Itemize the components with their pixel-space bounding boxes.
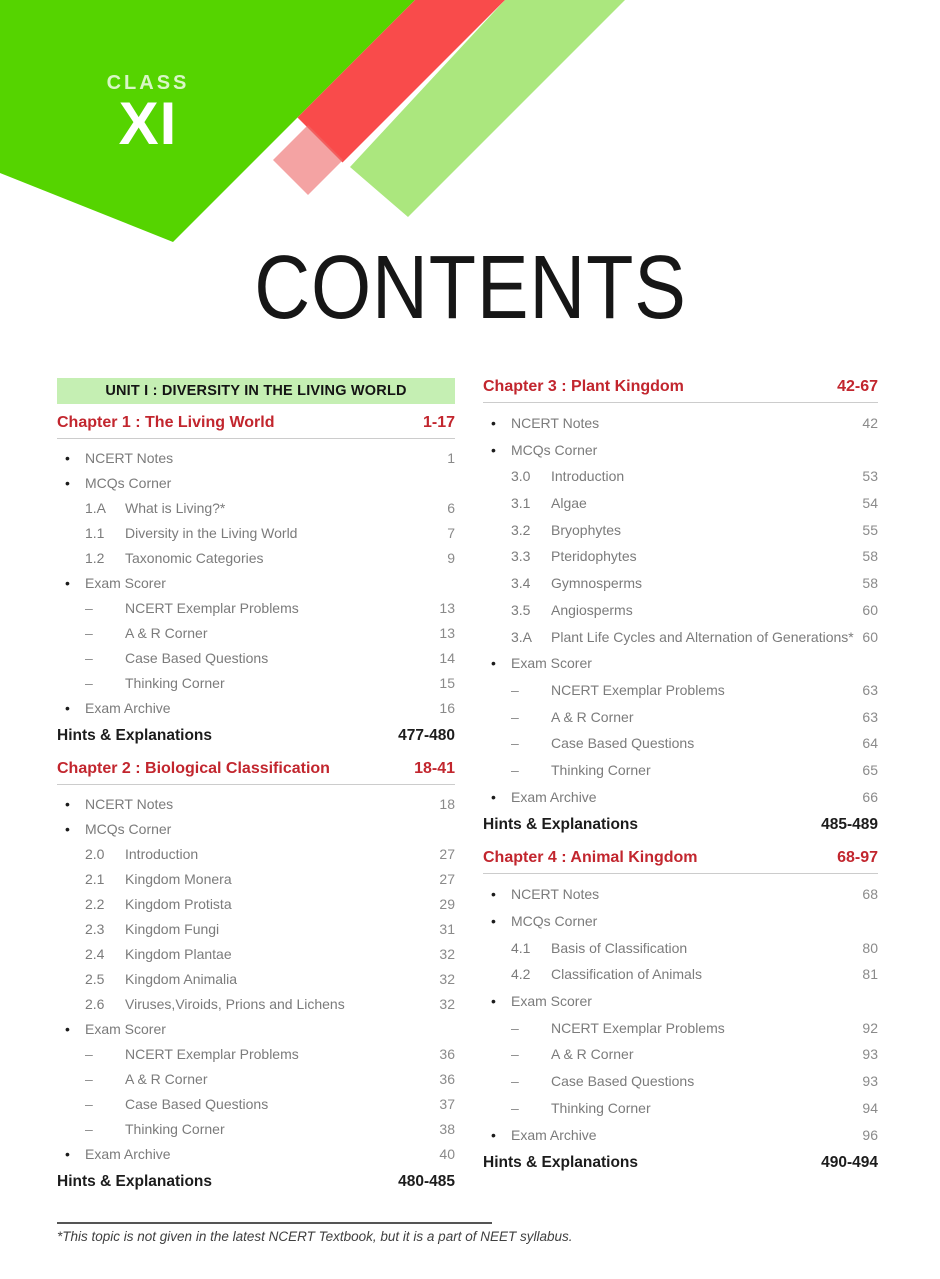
bullet-icon: • [491, 913, 496, 929]
dash-icon: – [511, 735, 519, 752]
footnote [57, 1222, 573, 1244]
chapter-page-range: 42-67 [837, 378, 878, 395]
toc-item-page: 16 [439, 700, 455, 716]
toc-item-number: 3.5 [511, 601, 531, 618]
toc-item-label: Viruses,Viroids, Prions and Lichens [125, 996, 345, 1012]
toc-item [483, 784, 878, 811]
toc-item-label: Introduction [551, 468, 625, 485]
toc-item [57, 817, 455, 842]
toc-item-label: Basis of Classification [551, 939, 688, 956]
toc-item-label: Exam Archive [511, 1126, 597, 1143]
toc-item-label: Thinking Corner [551, 761, 651, 778]
toc-item-page: 36 [439, 1046, 455, 1062]
toc-item-page: 92 [862, 1019, 878, 1036]
toc-item [57, 521, 455, 546]
toc-item-page: 40 [439, 1146, 455, 1162]
toc-item-number: 4.2 [511, 966, 531, 983]
toc-item-label: Thinking Corner [125, 1121, 225, 1137]
hints-row [483, 1148, 878, 1178]
toc-item-label: Exam Scorer [85, 1021, 166, 1037]
dash-icon: – [511, 1019, 519, 1036]
toc-item-page: 54 [862, 495, 878, 512]
toc-item [57, 992, 455, 1017]
toc-item [483, 881, 878, 908]
toc-item-label: NCERT Exemplar Problems [125, 600, 299, 616]
chapter-section [57, 414, 455, 751]
toc-item [57, 621, 455, 646]
toc-item-label: MCQs Corner [511, 441, 598, 458]
toc-item-page: 32 [439, 996, 455, 1012]
toc-item-label: MCQs Corner [511, 913, 598, 929]
toc-item-page: 65 [862, 761, 878, 778]
toc-item-page: 94 [862, 1099, 878, 1116]
toc-item-label: Thinking Corner [125, 675, 225, 691]
toc-item [483, 624, 878, 651]
hints-label: Hints & Explanations [57, 727, 213, 744]
toc-item [483, 1015, 878, 1042]
bullet-icon: • [491, 788, 496, 805]
toc-item-page: 1 [447, 450, 455, 466]
footnote-text: *This topic is not given in the latest NCERT Textbook, but it is a part of NEET syllabus. [57, 1229, 573, 1244]
toc-item [57, 1017, 455, 1042]
dash-icon: – [511, 708, 519, 725]
toc-item-label: Introduction [125, 846, 199, 862]
bullet-icon: • [65, 796, 70, 812]
toc-item [483, 988, 878, 1015]
hints-row [57, 721, 455, 751]
toc-item [57, 446, 455, 471]
hints-label: Hints & Explanations [483, 1154, 639, 1172]
toc-item-label: Bryophytes [551, 521, 622, 538]
unit-banner: UNIT I : DIVERSITY IN THE LIVING WORLD [57, 378, 455, 404]
bullet-icon: • [65, 1146, 70, 1162]
toc-item-number: 2.0 [85, 846, 105, 862]
dash-icon: – [85, 1046, 93, 1062]
class-number: XI [118, 90, 178, 157]
toc-item-number: 2.2 [85, 896, 105, 912]
toc-item [483, 704, 878, 731]
chapter-section [57, 760, 455, 1197]
dash-icon: – [85, 675, 93, 691]
right-chapter-list [483, 378, 878, 1178]
toc-item-page: 55 [862, 521, 878, 538]
class-badge [101, 72, 195, 157]
toc-item-label: Diversity in the Living World [125, 525, 298, 541]
left-chapter-list [57, 414, 455, 1197]
toc-item [483, 517, 878, 544]
toc-item [483, 961, 878, 988]
bullet-icon: • [491, 1126, 496, 1143]
toc-item-label: NCERT Exemplar Problems [551, 1019, 725, 1036]
toc-item [483, 463, 878, 490]
toc-item [483, 490, 878, 517]
dash-icon: – [85, 625, 93, 641]
toc-item [57, 967, 455, 992]
toc-item-label: A & R Corner [551, 708, 634, 725]
toc-item [483, 437, 878, 464]
toc-item [483, 1122, 878, 1149]
toc-item [483, 730, 878, 757]
toc-item [57, 842, 455, 867]
toc-item [57, 867, 455, 892]
bullet-icon: • [65, 575, 70, 591]
footnote-rule [57, 1222, 492, 1224]
class-label: CLASS [106, 72, 190, 94]
toc-item [483, 1095, 878, 1122]
chapter-heading [483, 378, 878, 403]
chapter-page-range: 1-17 [422, 414, 455, 431]
dash-icon: – [85, 1121, 93, 1137]
toc-item-page: 66 [862, 788, 878, 805]
toc-item-label: Kingdom Animalia [125, 971, 238, 987]
toc-item-label: Kingdom Monera [125, 871, 232, 887]
toc-item [483, 570, 878, 597]
toc-item-label: NCERT Notes [511, 886, 600, 903]
toc-item-number: 1.A [85, 500, 107, 516]
toc-item [57, 917, 455, 942]
toc-item-label: Exam Archive [511, 788, 597, 805]
hints-row [483, 810, 878, 840]
toc-item [57, 696, 455, 721]
toc-item-page: 14 [439, 650, 455, 666]
toc-item-page: 60 [862, 601, 878, 618]
toc-column-left [57, 378, 455, 1197]
toc-item [57, 942, 455, 967]
toc-item-label: Taxonomic Categories [125, 550, 264, 566]
dash-icon: – [511, 1073, 519, 1090]
toc-item [483, 757, 878, 784]
toc-item-label: NCERT Notes [85, 796, 174, 812]
dash-icon: – [85, 1096, 93, 1112]
toc-item-label: A & R Corner [125, 1071, 208, 1087]
toc-item-page: 31 [439, 921, 455, 937]
toc-item-page: 32 [439, 946, 455, 962]
toc-item [483, 908, 878, 935]
toc-item-page: 9 [447, 550, 455, 566]
toc-item-label: Plant Life Cycles and Alternation of Generations* [551, 628, 854, 645]
toc-item-number: 2.5 [85, 971, 105, 987]
toc-item-label: Exam Archive [85, 700, 171, 716]
bullet-icon: • [491, 441, 496, 458]
toc-item [57, 1117, 455, 1142]
toc-item-page: 60 [862, 628, 878, 645]
dash-icon: – [85, 650, 93, 666]
toc-item [483, 1068, 878, 1095]
toc-item-page: 36 [439, 1071, 455, 1087]
toc-item [57, 646, 455, 671]
toc-item-page: 18 [439, 796, 455, 812]
dash-icon: – [511, 681, 519, 698]
toc-item-label: Case Based Questions [125, 1096, 269, 1112]
toc-item-page: 53 [862, 468, 878, 485]
bullet-icon: • [65, 475, 70, 491]
toc-item-number: 2.6 [85, 996, 105, 1012]
toc-item-label: Kingdom Protista [125, 896, 232, 912]
hints-label: Hints & Explanations [483, 816, 639, 834]
toc-item-label: Kingdom Plantae [125, 946, 232, 962]
toc-item-page: 68 [862, 886, 878, 903]
toc-item-number: 3.3 [511, 548, 531, 565]
toc-item [57, 471, 455, 496]
toc-item-page: 38 [439, 1121, 455, 1137]
toc-item-page: 96 [862, 1126, 878, 1143]
chapter-title: Chapter 4 : Animal Kingdom [483, 849, 698, 867]
bullet-icon: • [491, 655, 496, 672]
toc-item-label: Case Based Questions [551, 1073, 695, 1090]
toc-item-label: Kingdom Fungi [125, 921, 220, 937]
toc-item-label: Exam Archive [85, 1146, 171, 1162]
toc-item-number: 1.2 [85, 550, 105, 566]
toc-item [483, 677, 878, 704]
bullet-icon: • [65, 450, 70, 466]
toc-item-page: 63 [862, 681, 878, 698]
toc-item-page: 93 [862, 1046, 878, 1063]
toc-item-page: 29 [439, 896, 455, 912]
toc-item-page: 27 [439, 846, 455, 862]
dash-icon: – [85, 1071, 93, 1087]
dash-icon: – [85, 600, 93, 616]
toc-item-label: Exam Scorer [511, 993, 592, 1010]
toc-item-label: Exam Scorer [85, 575, 166, 591]
toc-item-label: Pteridophytes [551, 548, 637, 565]
dash-icon: – [511, 1046, 519, 1063]
chapter-section [483, 849, 878, 1178]
toc-item-page: 32 [439, 971, 455, 987]
toc-item-number: 3.4 [511, 575, 531, 592]
toc-item-page: 58 [862, 575, 878, 592]
toc-item-label: MCQs Corner [85, 475, 172, 491]
toc-item [483, 650, 878, 677]
toc-item-label: Case Based Questions [125, 650, 269, 666]
toc-item-number: 4.1 [511, 939, 531, 956]
toc-item-label: NCERT Exemplar Problems [551, 681, 725, 698]
chapter-title: Chapter 2 : Biological Classification [57, 760, 330, 777]
toc-item-page: 27 [439, 871, 455, 887]
dash-icon: – [511, 761, 519, 778]
toc-item-label: NCERT Notes [85, 450, 174, 466]
toc-item-label: NCERT Notes [511, 415, 600, 431]
hints-pages: 490-494 [821, 1154, 878, 1172]
toc-item-number: 2.1 [85, 871, 105, 887]
toc-item [57, 892, 455, 917]
toc-item-page: 64 [862, 735, 878, 752]
hints-label: Hints & Explanations [57, 1173, 213, 1190]
toc-item [57, 1092, 455, 1117]
toc-item-page: 42 [862, 415, 878, 431]
bullet-icon: • [65, 700, 70, 716]
toc-item-number: 3.A [511, 628, 533, 645]
toc-item [57, 1042, 455, 1067]
toc-item [483, 410, 878, 437]
toc-item-page: 81 [862, 966, 878, 983]
toc-item [483, 1041, 878, 1068]
toc-item-label: Exam Scorer [511, 655, 592, 672]
toc-item [57, 671, 455, 696]
toc-item-label: Gymnosperms [551, 575, 643, 592]
toc-item-label: A & R Corner [551, 1046, 634, 1063]
toc-item-number: 3.2 [511, 521, 531, 538]
toc-item [57, 1142, 455, 1167]
bullet-icon: • [491, 886, 496, 903]
dash-icon: – [511, 1099, 519, 1116]
toc-item [57, 1067, 455, 1092]
toc-item [483, 543, 878, 570]
chapter-title: Chapter 3 : Plant Kingdom [483, 378, 684, 395]
toc-item-label: Case Based Questions [551, 735, 695, 752]
toc-item-number: 3.1 [511, 495, 531, 512]
toc-item-page: 63 [862, 708, 878, 725]
toc-item-label: What is Living?* [125, 500, 226, 516]
toc-item-number: 2.4 [85, 946, 105, 962]
chapter-heading [57, 414, 455, 439]
toc-item-label: Angiosperms [551, 601, 633, 618]
toc-item-number: 3.0 [511, 468, 531, 485]
toc-item-label: Algae [551, 495, 587, 512]
hints-pages: 477-480 [398, 727, 455, 744]
toc-item [483, 935, 878, 962]
toc-item-page: 7 [447, 525, 455, 541]
hints-pages: 480-485 [398, 1173, 455, 1190]
toc-item-label: A & R Corner [125, 625, 208, 641]
bullet-icon: • [491, 993, 496, 1010]
bullet-icon: • [491, 415, 496, 431]
toc-item-label: MCQs Corner [85, 821, 172, 837]
chapter-heading [483, 849, 878, 874]
toc-item-label: NCERT Exemplar Problems [125, 1046, 299, 1062]
toc-item [57, 546, 455, 571]
toc-item-number: 2.3 [85, 921, 105, 937]
toc-item-page: 13 [439, 625, 455, 641]
toc-item [57, 792, 455, 817]
chapter-page-range: 68-97 [837, 849, 878, 867]
chapter-section [483, 378, 878, 840]
bullet-icon: • [65, 821, 70, 837]
bullet-icon: • [65, 1021, 70, 1037]
toc-item-number: 1.1 [85, 525, 105, 541]
toc-item [483, 597, 878, 624]
hints-pages: 485-489 [821, 816, 878, 834]
toc-item-page: 15 [439, 675, 455, 691]
toc-item-page: 6 [447, 500, 455, 516]
toc-item-page: 93 [862, 1073, 878, 1090]
toc-item-page: 37 [439, 1096, 455, 1112]
chapter-title: Chapter 1 : The Living World [57, 414, 275, 431]
toc-item-label: Thinking Corner [551, 1099, 651, 1116]
page-title: CONTENTS [253, 238, 687, 338]
toc-column-right [483, 378, 878, 1178]
hints-row [57, 1167, 455, 1197]
chapter-page-range: 18-41 [414, 760, 455, 777]
toc-item-page: 80 [862, 939, 878, 956]
chapter-heading [57, 760, 455, 785]
toc-item [57, 571, 455, 596]
toc-item [57, 596, 455, 621]
toc-item-label: Classification of Animals [551, 966, 702, 983]
toc-item [57, 496, 455, 521]
toc-item-page: 58 [862, 548, 878, 565]
toc-item-page: 13 [439, 600, 455, 616]
